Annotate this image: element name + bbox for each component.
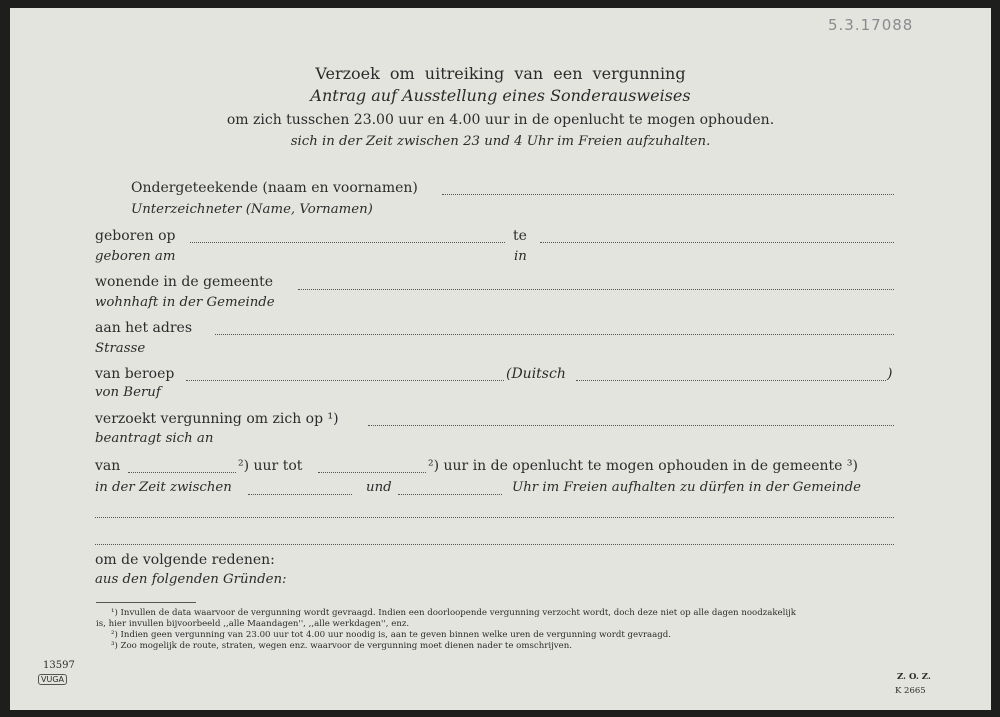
label-municipality: wonende in de gemeente <box>95 274 274 290</box>
title-nl: Verzoek om uitreiking van een vergunning <box>315 64 686 83</box>
label-profession-de: von Beruf <box>95 385 161 400</box>
field-dates[interactable] <box>368 425 894 426</box>
field-name[interactable] <box>442 194 894 195</box>
label-request: verzoekt vergunning om zich op ¹) <box>95 411 339 427</box>
form-sheet <box>10 8 991 710</box>
label-reasons-de: aus den folgenden Gründen: <box>95 572 287 587</box>
field-until-time[interactable] <box>318 472 426 473</box>
zoz-mark: Z. O. Z. <box>897 672 931 682</box>
label-address: aan het adres <box>95 320 193 336</box>
label-born: geboren op <box>95 228 176 244</box>
field-address[interactable] <box>215 334 894 335</box>
label-born-de: geboren am <box>95 249 176 264</box>
form-code: K 2665 <box>895 686 926 696</box>
subtitle-de: sich in der Zeit zwischen 23 und 4 Uhr im Freien aufzuhalten. <box>290 134 711 149</box>
label-at: te <box>513 228 527 244</box>
label-outdoor: ²) uur in de openlucht te mogen ophouden in de gemeente ³) <box>428 458 858 474</box>
field-profession-german[interactable] <box>576 380 886 381</box>
archive-number: 5.3.17088 <box>828 16 914 34</box>
printer-mark: VUGA <box>38 674 67 685</box>
field-route-line-2[interactable] <box>95 544 894 545</box>
footnote-1b: is, hier invullen bijvoorbeeld ,,alle Maandagen'', ,,alle werkdagen'', enz. <box>96 619 410 629</box>
label-time-de: in der Zeit zwischen <box>95 480 232 495</box>
label-name-de: Unterzeichneter (Name, Vornamen) <box>131 202 373 217</box>
field-profession[interactable] <box>186 380 504 381</box>
field-birth-date[interactable] <box>190 242 505 243</box>
label-at-de: in <box>514 249 527 264</box>
label-reasons: om de volgende redenen: <box>95 552 275 568</box>
label-german-close: ) <box>887 366 893 382</box>
field-route-line-1[interactable] <box>95 517 894 518</box>
label-german-open: (Duitsch <box>506 366 566 382</box>
label-profession: van beroep <box>95 366 175 382</box>
field-from-time[interactable] <box>128 472 236 473</box>
field-from-time-de[interactable] <box>248 494 352 495</box>
label-request-de: beantragt sich an <box>95 431 214 446</box>
title-de: Antrag auf Ausstellung eines Sonderausweises <box>310 86 691 105</box>
label-until: ²) uur tot <box>238 458 303 474</box>
footnote-1a: ¹) Invullen de data waarvoor de vergunning wordt gevraagd. Indien een doorloopende vergunning verzocht wordt, doch deze niet op alle dagen noodzakelijk <box>111 608 797 618</box>
form-number: 13597 <box>43 660 75 671</box>
field-birth-place[interactable] <box>540 242 894 243</box>
footnote-3: ³) Zoo mogelijk de route, straten, wegen enz. waarvoor de vergunning moet dienen nader te omschrijven. <box>111 641 572 651</box>
label-address-de: Strasse <box>95 341 146 356</box>
footnote-divider <box>96 602 196 603</box>
footnote-2: ²) Indien geen vergunning van 23.00 uur tot 4.00 uur noodig is, aan te geven binnen welke uren de vergunning wordt gevraagd. <box>111 630 672 640</box>
field-municipality[interactable] <box>298 289 894 290</box>
field-until-time-de[interactable] <box>398 494 502 495</box>
label-from: van <box>95 458 121 474</box>
label-name: Ondergeteekende (naam en voornamen) <box>131 180 418 196</box>
label-and-de: und <box>366 480 392 495</box>
label-outdoor-de: Uhr im Freien aufhalten zu dürfen in der Gemeinde <box>512 480 861 495</box>
label-municipality-de: wohnhaft in der Gemeinde <box>95 295 275 310</box>
subtitle-nl: om zich tusschen 23.00 uur en 4.00 uur in de openlucht te mogen ophouden. <box>226 112 775 128</box>
